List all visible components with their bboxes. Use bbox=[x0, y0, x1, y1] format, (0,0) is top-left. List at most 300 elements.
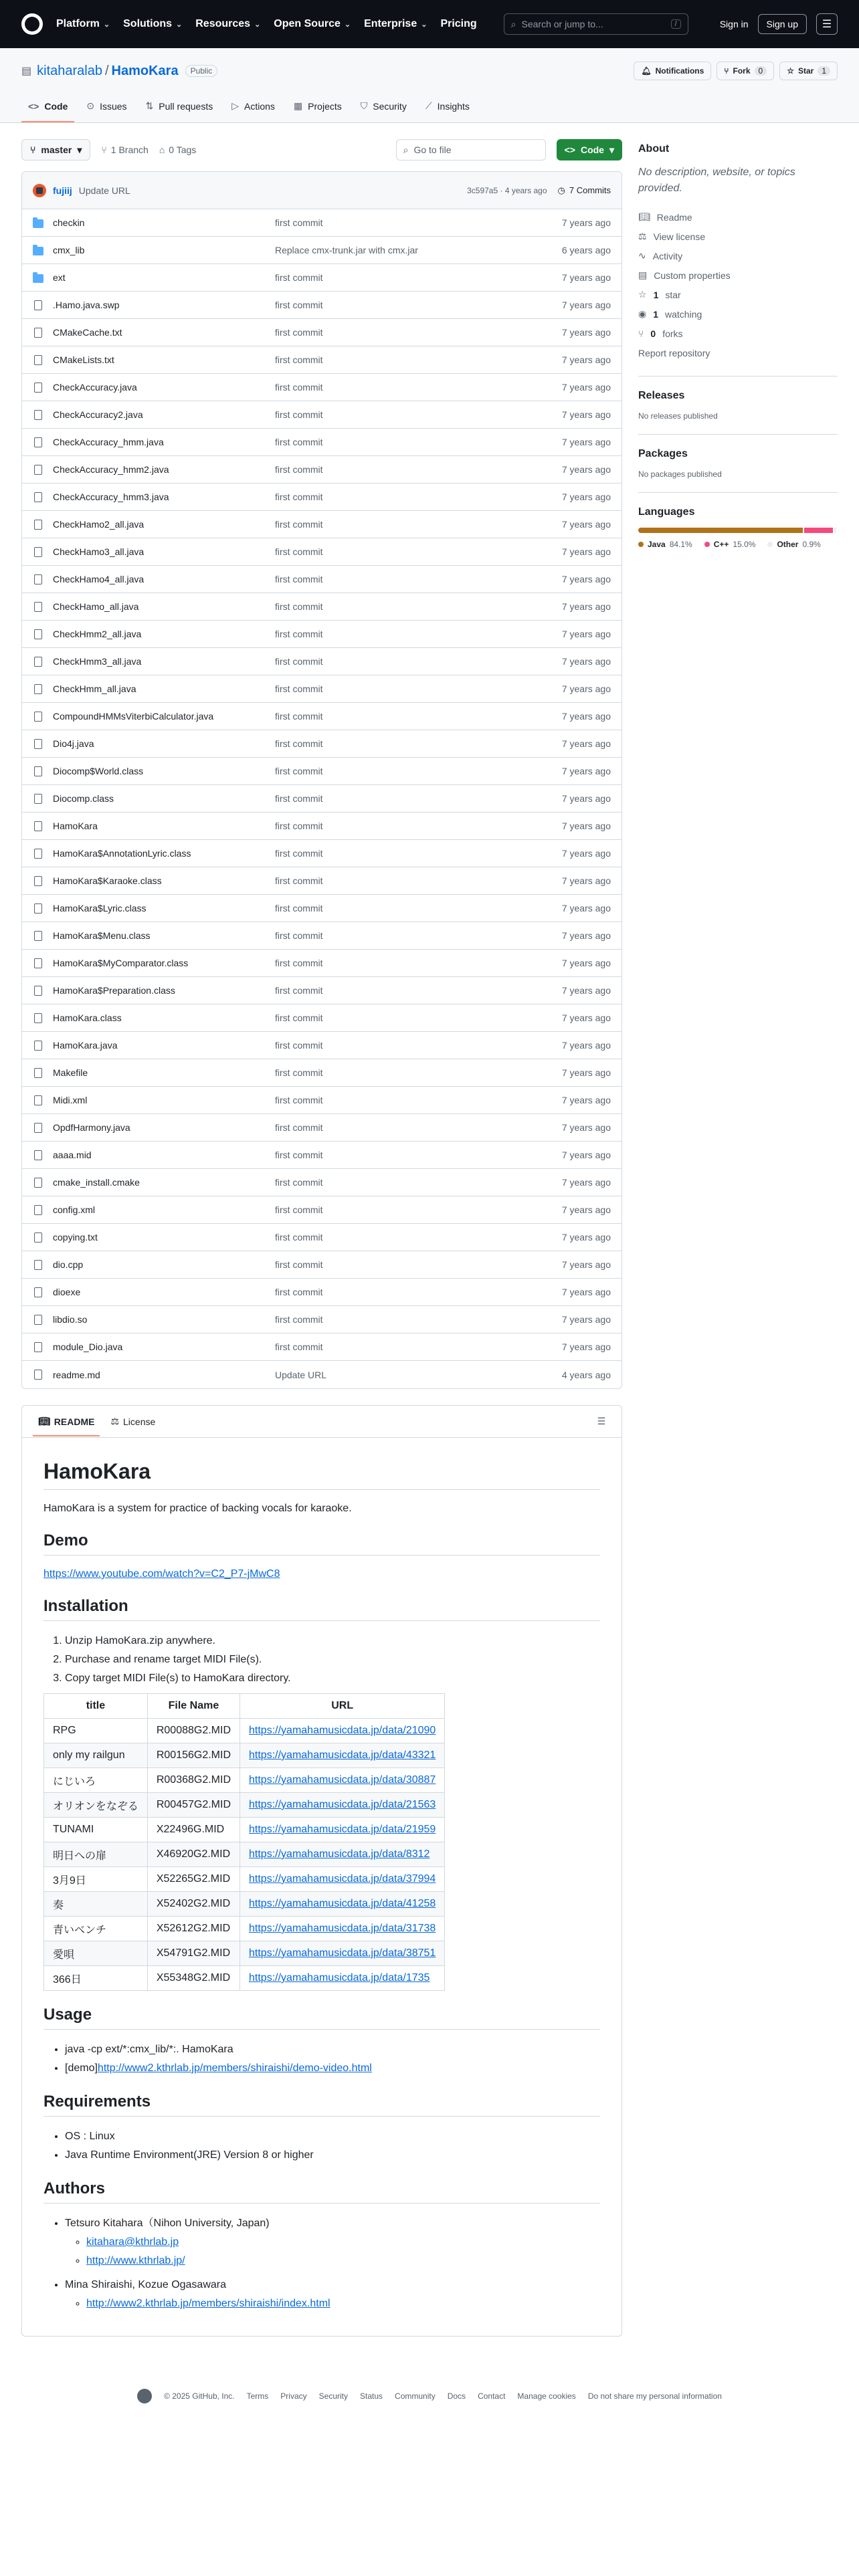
repo-owner-link[interactable]: kitaharalab bbox=[37, 63, 102, 78]
list-item bbox=[86, 2294, 600, 2313]
chevron-down-icon: ⌄ bbox=[344, 20, 351, 29]
list-item: 1. Unzip HamoKara.zip anywhere. bbox=[65, 1632, 600, 1650]
link-label: Custom properties bbox=[654, 270, 731, 281]
table-row[interactable] bbox=[22, 292, 622, 319]
file-commit-date: 7 years ago bbox=[561, 793, 611, 804]
footer-link[interactable]: Manage cookies bbox=[517, 2391, 576, 2401]
table-row[interactable] bbox=[22, 621, 622, 648]
table-row[interactable] bbox=[22, 1087, 622, 1114]
file-commit-date: 7 years ago bbox=[561, 629, 611, 639]
tab-projects[interactable] bbox=[287, 92, 349, 122]
demo-video-link[interactable]: https://www.youtube.com/watch?v=C2_P7-jMwC8 bbox=[43, 1568, 280, 1580]
file-name-link[interactable]: CheckHmm3_all.java bbox=[53, 656, 142, 667]
file-commit-message-link[interactable]: first commit bbox=[275, 272, 323, 283]
file-icon bbox=[34, 1370, 42, 1380]
table-row[interactable] bbox=[22, 950, 622, 977]
branch-icon: ⑂ bbox=[30, 144, 36, 155]
file-icon bbox=[34, 1260, 42, 1270]
file-commit-message-link[interactable]: first commit bbox=[275, 985, 323, 996]
file-icon bbox=[34, 355, 42, 365]
table-row bbox=[44, 1818, 445, 1842]
nav-enterprise[interactable] bbox=[364, 18, 427, 30]
file-commit-message-link[interactable]: first commit bbox=[275, 1259, 323, 1270]
file-name-link[interactable]: checkin bbox=[53, 217, 85, 228]
branches-link[interactable] bbox=[101, 144, 148, 155]
file-icon bbox=[34, 1095, 42, 1105]
nav-solutions[interactable] bbox=[123, 18, 182, 30]
file-name-link[interactable]: CheckHamo2_all.java bbox=[53, 519, 145, 530]
avatar[interactable] bbox=[33, 184, 46, 197]
nav-platform[interactable] bbox=[56, 18, 110, 30]
star-icon: ☆ bbox=[787, 66, 794, 76]
table-row bbox=[44, 1793, 445, 1818]
link-label: View license bbox=[653, 231, 706, 242]
file-name-link[interactable]: CheckAccuracy_hmm.java bbox=[53, 437, 164, 447]
file-commit-message-link[interactable]: first commit bbox=[275, 1095, 323, 1105]
file-icon bbox=[34, 986, 42, 996]
table-row[interactable] bbox=[22, 895, 622, 922]
watchers-link[interactable] bbox=[638, 304, 838, 324]
list-item bbox=[86, 2233, 600, 2252]
table-row[interactable] bbox=[22, 1251, 622, 1279]
file-commit-message-link[interactable]: first commit bbox=[275, 683, 323, 694]
global-header bbox=[0, 0, 859, 48]
file-name-link[interactable]: dio.cpp bbox=[53, 1259, 84, 1270]
file-commit-message-link[interactable]: first commit bbox=[275, 1287, 323, 1297]
language-item[interactable] bbox=[704, 540, 756, 549]
file-name-link[interactable]: libdio.so bbox=[53, 1314, 88, 1325]
file-commit-message-link[interactable]: first commit bbox=[275, 354, 323, 365]
file-commit-date: 7 years ago bbox=[561, 574, 611, 584]
branch-icon: ⑂ bbox=[101, 144, 107, 155]
midi-data-link[interactable]: https://yamahamusicdata.jp/data/8312 bbox=[249, 1848, 430, 1860]
file-name-link[interactable]: HamoKara bbox=[53, 821, 98, 831]
language-percent: 15.0% bbox=[733, 540, 756, 549]
file-name-link[interactable]: HamoKara.class bbox=[53, 1012, 122, 1023]
song-title-cell: 奏 bbox=[44, 1892, 148, 1917]
table-row[interactable] bbox=[22, 319, 622, 346]
table-row[interactable] bbox=[22, 785, 622, 813]
table-row[interactable] bbox=[22, 538, 622, 566]
file-commit-message-link[interactable]: first commit bbox=[275, 492, 323, 502]
github-logo-icon[interactable] bbox=[137, 2389, 152, 2403]
table-row[interactable] bbox=[22, 1114, 622, 1142]
file-name-cell: X22496G.MID bbox=[147, 1818, 240, 1842]
file-name-link[interactable]: CheckHamo_all.java bbox=[53, 601, 139, 612]
file-name-cell: R00156G2.MID bbox=[147, 1743, 240, 1768]
commit-hash-link[interactable]: 3c597a5 · 4 years ago bbox=[467, 185, 547, 195]
midi-data-link[interactable]: https://yamahamusicdata.jp/data/30887 bbox=[249, 1774, 436, 1786]
commit-author-link[interactable]: fujiij bbox=[53, 185, 72, 196]
table-row[interactable] bbox=[22, 1306, 622, 1333]
stars-link[interactable] bbox=[638, 285, 838, 304]
file-commit-message-link[interactable]: Update URL bbox=[275, 1369, 327, 1380]
file-commit-message-link[interactable]: first commit bbox=[275, 1314, 323, 1325]
file-commit-message-link[interactable]: first commit bbox=[275, 1341, 323, 1352]
file-name-link[interactable]: Dio4j.java bbox=[53, 738, 94, 749]
file-name-link[interactable]: module_Dio.java bbox=[53, 1341, 123, 1352]
file-name-link[interactable]: CheckHmm2_all.java bbox=[53, 629, 142, 639]
tab-pull-requests[interactable] bbox=[139, 92, 220, 122]
file-commit-message-link[interactable]: first commit bbox=[275, 930, 323, 941]
usage-heading: Usage bbox=[43, 2006, 600, 2030]
file-commit-date: 7 years ago bbox=[561, 437, 611, 447]
file-icon bbox=[34, 1342, 42, 1352]
song-title-cell: 3月9日 bbox=[44, 1867, 148, 1892]
divider bbox=[638, 376, 838, 377]
table-icon: ▦ bbox=[293, 100, 303, 111]
table-row[interactable] bbox=[22, 429, 622, 456]
commits-history-link[interactable] bbox=[558, 185, 611, 196]
midi-data-link[interactable]: https://yamahamusicdata.jp/data/37994 bbox=[249, 1873, 436, 1885]
tab-readme[interactable] bbox=[33, 1406, 100, 1436]
file-commit-message-link[interactable]: first commit bbox=[275, 1122, 323, 1133]
forks-link[interactable] bbox=[638, 324, 838, 343]
file-name-link[interactable]: CheckAccuracy.java bbox=[53, 382, 137, 393]
midi-data-link[interactable]: https://yamahamusicdata.jp/data/21959 bbox=[249, 1824, 436, 1835]
sign-up-button[interactable]: Sign up bbox=[758, 14, 807, 34]
nav-label: Platform bbox=[56, 18, 100, 29]
file-name-link[interactable]: cmake_install.cmake bbox=[53, 1177, 140, 1188]
file-commit-message-link[interactable]: first commit bbox=[275, 1040, 323, 1051]
nav-label: Solutions bbox=[123, 18, 173, 29]
file-commit-message-link[interactable]: first commit bbox=[275, 1204, 323, 1215]
outline-icon[interactable]: ☰ bbox=[597, 1416, 606, 1426]
file-commit-date: 4 years ago bbox=[561, 1369, 611, 1380]
activity-link[interactable] bbox=[638, 246, 838, 265]
file-name-link[interactable]: HamoKara$AnnotationLyric.class bbox=[53, 848, 191, 859]
table-row[interactable] bbox=[22, 1169, 622, 1196]
file-name-link[interactable]: CheckHamo4_all.java bbox=[53, 574, 145, 584]
tag-icon: ⌂ bbox=[159, 144, 165, 155]
file-commit-date: 7 years ago bbox=[561, 1232, 611, 1243]
file-name-link[interactable]: aaaa.mid bbox=[53, 1150, 92, 1160]
file-commit-date: 7 years ago bbox=[561, 711, 611, 722]
nav-open-source[interactable] bbox=[274, 18, 351, 30]
branch-select-button[interactable] bbox=[21, 139, 90, 160]
footer-link[interactable]: Status bbox=[360, 2391, 383, 2401]
divider bbox=[638, 492, 838, 493]
tab-security[interactable] bbox=[354, 92, 413, 122]
usage-list bbox=[43, 2040, 600, 2078]
file-commit-message-link[interactable]: first commit bbox=[275, 1232, 323, 1243]
table-row bbox=[44, 1842, 445, 1867]
folder-icon bbox=[33, 274, 43, 283]
file-name-link[interactable]: Diocomp$World.class bbox=[53, 766, 144, 776]
file-name-link[interactable]: HamoKara$Preparation.class bbox=[53, 985, 175, 996]
report-repository-link[interactable]: Report repository bbox=[638, 347, 710, 358]
file-commit-message-link[interactable]: first commit bbox=[275, 1012, 323, 1023]
file-name-link[interactable]: CheckHmm_all.java bbox=[53, 683, 136, 694]
file-commit-date: 7 years ago bbox=[561, 738, 611, 749]
file-commit-message-link[interactable]: first commit bbox=[275, 519, 323, 530]
table-row[interactable] bbox=[22, 484, 622, 511]
tab-label: Code bbox=[44, 100, 68, 112]
list-item: 3. Copy target MIDI File(s) to HamoKara directory. bbox=[65, 1669, 600, 1688]
readme-link[interactable] bbox=[638, 207, 838, 227]
table-row[interactable] bbox=[22, 758, 622, 785]
repo-tabs bbox=[21, 92, 838, 122]
table-row[interactable] bbox=[22, 813, 622, 840]
midi-data-link[interactable]: https://yamahamusicdata.jp/data/21090 bbox=[249, 1725, 436, 1736]
file-commit-message-link[interactable]: first commit bbox=[275, 574, 323, 584]
star-label: Star bbox=[797, 66, 814, 76]
file-commit-date: 7 years ago bbox=[561, 903, 611, 914]
table-row[interactable] bbox=[22, 675, 622, 703]
license-link[interactable] bbox=[638, 227, 838, 246]
file-commit-date: 7 years ago bbox=[561, 327, 611, 338]
file-commit-message-link[interactable]: first commit bbox=[275, 1177, 323, 1188]
file-commit-message-link[interactable]: first commit bbox=[275, 327, 323, 338]
tab-actions[interactable] bbox=[225, 92, 282, 122]
file-commit-message-link[interactable]: first commit bbox=[275, 958, 323, 968]
file-name-link[interactable]: config.xml bbox=[53, 1204, 96, 1215]
file-name-link[interactable]: Diocomp.class bbox=[53, 793, 114, 804]
table-row bbox=[44, 1892, 445, 1917]
file-icon bbox=[34, 520, 42, 530]
table-row[interactable] bbox=[22, 1196, 622, 1224]
footer-link[interactable]: Do not share my personal information bbox=[587, 2391, 722, 2401]
table-row[interactable] bbox=[22, 566, 622, 593]
file-name-link[interactable]: CheckHamo3_all.java bbox=[53, 546, 145, 557]
language-item[interactable] bbox=[638, 540, 692, 549]
author-name: Mina Shiraishi, Kozue Ogasawara bbox=[65, 2279, 227, 2290]
file-commit-message-link[interactable]: first commit bbox=[275, 300, 323, 310]
tab-label: Pull requests bbox=[159, 100, 213, 112]
sign-in-link[interactable]: Sign in bbox=[719, 19, 749, 29]
link-label: watching bbox=[665, 308, 702, 320]
nav-pricing[interactable] bbox=[440, 18, 476, 30]
file-commit-message-link[interactable]: first commit bbox=[275, 711, 323, 722]
table-row[interactable] bbox=[22, 1032, 622, 1059]
table-row[interactable] bbox=[22, 374, 622, 401]
file-name-link[interactable]: OpdfHarmony.java bbox=[53, 1122, 130, 1133]
table-row[interactable] bbox=[22, 648, 622, 675]
table-row[interactable] bbox=[22, 401, 622, 429]
file-commit-message-link[interactable]: first commit bbox=[275, 875, 323, 886]
nav-label: Enterprise bbox=[364, 18, 417, 29]
footer-link[interactable]: Contact bbox=[478, 2391, 506, 2401]
tab-license[interactable] bbox=[105, 1406, 161, 1436]
table-row[interactable] bbox=[22, 456, 622, 484]
language-item[interactable] bbox=[767, 540, 820, 549]
tab-insights[interactable] bbox=[419, 92, 476, 122]
table-row[interactable] bbox=[22, 237, 622, 264]
table-row[interactable] bbox=[22, 1059, 622, 1087]
table-row[interactable] bbox=[22, 209, 622, 237]
file-commit-date: 7 years ago bbox=[561, 1259, 611, 1270]
file-name-link[interactable]: HamoKara$MyComparator.class bbox=[53, 958, 189, 968]
languages-bar bbox=[638, 528, 838, 533]
file-icon bbox=[34, 931, 42, 941]
file-commit-date: 7 years ago bbox=[561, 492, 611, 502]
table-row[interactable] bbox=[22, 593, 622, 621]
footer-link[interactable]: Community bbox=[395, 2391, 436, 2401]
midi-data-link[interactable]: https://yamahamusicdata.jp/data/43321 bbox=[249, 1749, 436, 1761]
file-icon bbox=[34, 1178, 42, 1188]
tab-issues[interactable] bbox=[80, 92, 133, 122]
song-title-cell: only my railgun bbox=[44, 1743, 148, 1768]
file-commit-message-link[interactable]: first commit bbox=[275, 437, 323, 447]
tab-label: Actions bbox=[244, 100, 275, 112]
file-commit-message-link[interactable]: first commit bbox=[275, 382, 323, 393]
file-commit-message-link[interactable]: first commit bbox=[275, 546, 323, 557]
tags-link[interactable] bbox=[159, 144, 196, 155]
table-row[interactable] bbox=[22, 977, 622, 1004]
midi-data-link[interactable]: https://yamahamusicdata.jp/data/1735 bbox=[249, 1972, 430, 1983]
file-commit-message-link[interactable]: first commit bbox=[275, 1067, 323, 1078]
midi-data-link[interactable]: https://yamahamusicdata.jp/data/41258 bbox=[249, 1898, 436, 1909]
author-page-link[interactable]: http://www2.kthrlab.jp/members/shiraishi/index.html bbox=[86, 2298, 330, 2309]
song-title-cell: 愛唄 bbox=[44, 1941, 148, 1966]
commit-message-link[interactable]: Update URL bbox=[78, 185, 130, 196]
file-commit-message-link[interactable]: first commit bbox=[275, 821, 323, 831]
law-icon: ⚖ bbox=[638, 231, 647, 241]
releases-empty-text: No releases published bbox=[638, 411, 718, 421]
table-row[interactable] bbox=[22, 1333, 622, 1361]
notifications-button[interactable] bbox=[634, 62, 711, 80]
file-name-cell: X46920G2.MID bbox=[147, 1842, 240, 1867]
file-name-link[interactable]: copying.txt bbox=[53, 1232, 98, 1243]
file-name-link[interactable]: HamoKara$Karaoke.class bbox=[53, 875, 162, 886]
file-name-link[interactable]: CheckAccuracy2.java bbox=[53, 409, 143, 420]
midi-data-link[interactable]: https://yamahamusicdata.jp/data/31738 bbox=[249, 1923, 436, 1934]
file-name-link[interactable]: CheckAccuracy_hmm2.java bbox=[53, 464, 169, 475]
table-row[interactable] bbox=[22, 730, 622, 758]
file-icon bbox=[34, 766, 42, 776]
file-name-link[interactable]: CMakeCache.txt bbox=[53, 327, 122, 338]
file-name-link[interactable]: Makefile bbox=[53, 1067, 88, 1078]
releases-heading[interactable]: Releases bbox=[638, 390, 685, 401]
repo-header bbox=[0, 48, 859, 123]
file-commit-message-link[interactable]: first commit bbox=[275, 629, 323, 639]
about-heading: About bbox=[638, 143, 670, 154]
file-commit-date: 7 years ago bbox=[561, 272, 611, 283]
file-commit-date: 7 years ago bbox=[561, 546, 611, 557]
file-commit-date: 7 years ago bbox=[561, 821, 611, 831]
search-shortcut-hint: / bbox=[671, 19, 681, 29]
file-commit-message-link[interactable]: first commit bbox=[275, 1150, 323, 1160]
file-commit-message-link[interactable]: first commit bbox=[275, 656, 323, 667]
footer-link[interactable]: Security bbox=[318, 2391, 348, 2401]
author-website-link[interactable]: http://www.kthrlab.jp/ bbox=[86, 2255, 185, 2266]
file-name-link[interactable]: CheckAccuracy_hmm3.java bbox=[53, 492, 169, 502]
eye-icon: ◉ bbox=[638, 308, 647, 319]
table-row[interactable] bbox=[22, 867, 622, 895]
installation-steps bbox=[43, 1632, 600, 1688]
readme-intro: HamoKara is a system for practice of backing vocals for karaoke. bbox=[43, 1503, 352, 1514]
file-commit-message-link[interactable]: first commit bbox=[275, 766, 323, 776]
code-button[interactable] bbox=[557, 139, 622, 160]
file-name-link[interactable]: Midi.xml bbox=[53, 1095, 88, 1105]
file-name-link[interactable]: CMakeLists.txt bbox=[53, 354, 114, 365]
file-name-link[interactable]: HamoKara$Lyric.class bbox=[53, 903, 147, 914]
github-logo-icon[interactable] bbox=[21, 13, 43, 35]
packages-empty-text: No packages published bbox=[638, 469, 722, 479]
file-name-link[interactable]: .Hamo.java.swp bbox=[53, 300, 120, 310]
authors-heading: Authors bbox=[43, 2179, 600, 2204]
footer-link[interactable]: Terms bbox=[246, 2391, 269, 2401]
file-name-link[interactable]: cmx_lib bbox=[53, 245, 85, 255]
file-name-link[interactable]: HamoKara.java bbox=[53, 1040, 118, 1051]
table-row[interactable] bbox=[22, 703, 622, 730]
language-color-dot bbox=[638, 542, 644, 547]
demo-heading: Demo bbox=[43, 1531, 600, 1555]
url-cell bbox=[240, 1719, 445, 1743]
file-commit-message-link[interactable]: Replace cmx-trunk.jar with cmx.jar bbox=[275, 245, 418, 255]
file-commit-message-link[interactable]: first commit bbox=[275, 903, 323, 914]
custom-properties-link[interactable] bbox=[638, 265, 838, 285]
table-row[interactable] bbox=[22, 1004, 622, 1032]
file-name-link[interactable]: CompoundHMMsViterbiCalculator.java bbox=[53, 711, 214, 722]
star-icon: ☆ bbox=[638, 289, 647, 300]
global-search-input[interactable] bbox=[504, 13, 688, 35]
history-icon: ◷ bbox=[557, 185, 565, 195]
file-commit-message-link[interactable]: first commit bbox=[275, 217, 323, 228]
fork-button[interactable] bbox=[717, 62, 774, 80]
footer-link[interactable]: Privacy bbox=[280, 2391, 307, 2401]
bell-icon: 🔔︎ bbox=[641, 66, 652, 76]
table-row[interactable] bbox=[22, 511, 622, 538]
file-name-cell: R00457G2.MID bbox=[147, 1793, 240, 1818]
file-commit-date: 7 years ago bbox=[561, 1177, 611, 1188]
issue-icon: ⊙ bbox=[86, 100, 95, 111]
file-icon bbox=[34, 547, 42, 557]
chevron-down-icon: ⌄ bbox=[176, 20, 183, 29]
author-email-link[interactable]: kitahara@kthrlab.jp bbox=[86, 2236, 179, 2248]
file-icon bbox=[34, 876, 42, 886]
nav-resources[interactable] bbox=[195, 18, 260, 30]
go-to-file-placeholder: Go to file bbox=[413, 144, 452, 155]
file-icon bbox=[34, 602, 42, 612]
table-row[interactable] bbox=[22, 1224, 622, 1251]
file-icon bbox=[34, 328, 42, 338]
file-name-link[interactable]: ext bbox=[53, 272, 66, 283]
table-row[interactable] bbox=[22, 840, 622, 867]
link-label: Readme bbox=[656, 211, 692, 223]
file-commit-message-link[interactable]: first commit bbox=[275, 738, 323, 749]
file-commit-message-link[interactable]: first commit bbox=[275, 793, 323, 804]
file-commit-message-link[interactable]: first commit bbox=[275, 601, 323, 612]
file-name-link[interactable]: readme.md bbox=[53, 1369, 100, 1380]
table-row[interactable] bbox=[22, 922, 622, 950]
table-row[interactable] bbox=[22, 1361, 622, 1388]
file-commit-message-link[interactable]: first commit bbox=[275, 464, 323, 475]
midi-data-link[interactable]: https://yamahamusicdata.jp/data/38751 bbox=[249, 1947, 436, 1959]
star-button[interactable] bbox=[779, 62, 838, 80]
fork-icon: ⑂ bbox=[724, 66, 729, 76]
menu-icon[interactable]: ☰ bbox=[816, 13, 838, 35]
table-row[interactable] bbox=[22, 1279, 622, 1306]
packages-heading[interactable]: Packages bbox=[638, 448, 688, 459]
demo-video-page-link[interactable]: http://www2.kthrlab.jp/members/shiraishi/demo-video.html bbox=[97, 2062, 372, 2074]
file-commit-message-link[interactable]: first commit bbox=[275, 409, 323, 420]
table-row[interactable] bbox=[22, 346, 622, 374]
table-row[interactable] bbox=[22, 264, 622, 292]
file-commit-date: 7 years ago bbox=[561, 217, 611, 228]
midi-data-link[interactable]: https://yamahamusicdata.jp/data/21563 bbox=[249, 1799, 436, 1810]
go-to-file-input[interactable] bbox=[396, 139, 546, 160]
language-bar-segment bbox=[638, 528, 803, 533]
file-commit-message-link[interactable]: first commit bbox=[275, 848, 323, 859]
pulse-icon: ∿ bbox=[638, 250, 646, 261]
footer-link[interactable]: Docs bbox=[447, 2391, 466, 2401]
file-name-link[interactable]: HamoKara$Menu.class bbox=[53, 930, 151, 941]
repo-name-link[interactable]: HamoKara bbox=[111, 63, 179, 78]
tab-code[interactable] bbox=[21, 92, 74, 122]
file-name-link[interactable]: dioexe bbox=[53, 1287, 81, 1297]
table-row[interactable] bbox=[22, 1142, 622, 1169]
